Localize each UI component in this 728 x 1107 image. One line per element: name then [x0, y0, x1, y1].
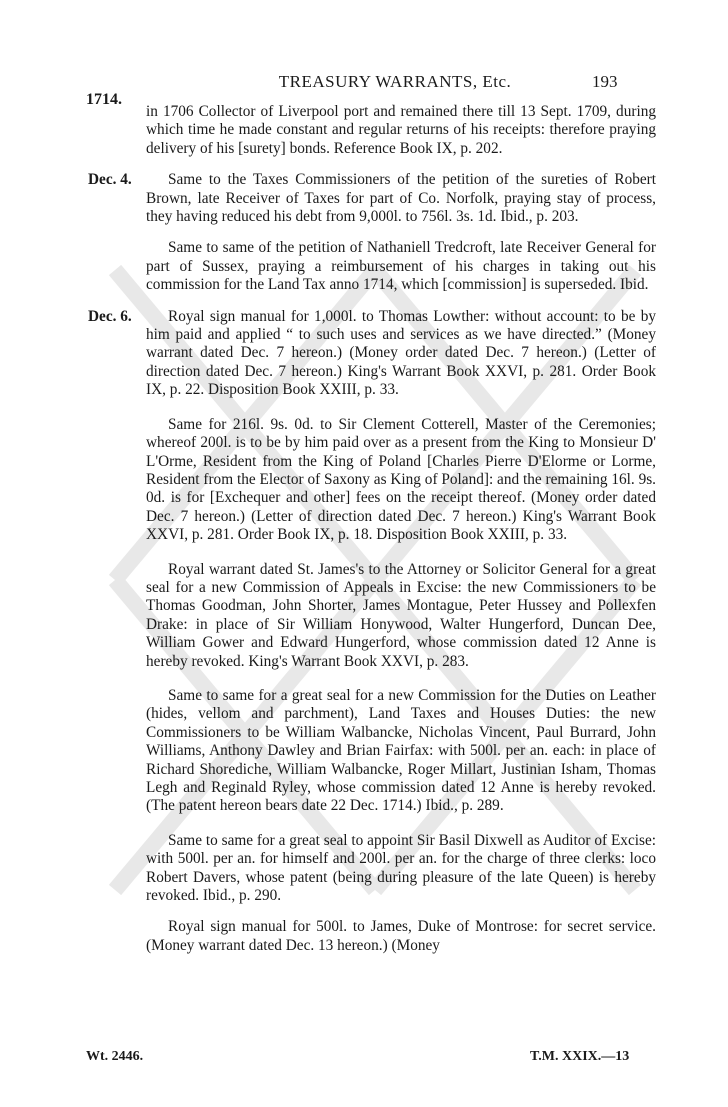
page-body — [88, 103, 656, 955]
entry — [146, 918, 656, 955]
entry — [146, 416, 656, 545]
entry-text: Same for 216l. 9s. 0d. to Sir Clement Cotterell, Master of the Ceremonies; whereof 200l. is to be by him paid over as a present from the King to Monsieur D' L'Orme, Resident from the King of Poland [Charles Pierre D'Elorme or Lorme, Resident from the Elector of Saxony as King of Poland]: and the remaining 16l. 9s. 0d. is for [Exchequer and other] fees on the receipt thereof. (Money order dated Dec. 7 hereon.) (Letter of direction dated Dec. 7 hereon.) King's Warrant Book XXVI, p. 281. Order Book IX, p. 18. Disposition Book XXIII, p. 33. — [146, 415, 656, 544]
footer-left: Wt. 2446. — [86, 1049, 144, 1064]
header-title: TREASURY WARRANTS, Etc. — [278, 72, 512, 91]
entry-text: in 1706 Collector of Liverpool port and remained there till 13 Sept. 1709, during which time he made constant and regular returns of his receipts: therefore praying delivery of his [surety] bonds. Reference Book IX, p. 202. — [146, 103, 656, 157]
entry-text: Same to same for a great seal for a new Commission for the Duties on Leather (hides, vellom and parchment), Land Taxes and Houses Duties: the new Commissioners to be William Walbancke, Nicholas Vincent, Paul Burrard, John Williams, Anthony Dawley and Brian Fairfax: with 500l. per an. each: in place of Richard Shorediche, William Walbancke, Roger Millart, Justinian Isham, Thomas Legh and Reginald Ryley, whose commission dated 12 Anne is hereby revoked. (The patent hereon bears date 22 Dec. 1714.) Ibid., p. 289. — [146, 686, 656, 815]
entry-text: Same to same of the petition of Nathaniell Tredcroft, late Receiver General for part of Sussex, praying a reimbursement of his charges in taking out his commission for the Land Tax anno 1714, which [commission] is superseded. Ibid. — [146, 239, 656, 294]
entry-date: Dec. 6. — [88, 307, 132, 325]
running-header — [0, 66, 728, 106]
entry — [146, 832, 656, 906]
entry — [146, 687, 656, 816]
entry-text: Same to same for a great seal to appoint Sir Basil Dixwell as Auditor of Excise: with 500l. per an. for himself and 200l. per an. for the charge of three clerks: loco Robert Davers, whose patent (being during pleasure of the late Queen) is hereby revoked. Ibid., p. 290. — [146, 831, 656, 905]
entry — [146, 561, 656, 671]
entry — [88, 307, 656, 400]
entry-text: Royal warrant dated St. James's to the Attorney or Solicitor General for a great seal for a new Commission of Appeals in Excise: the new Commissioners to be Thomas Goodman, John Shorter, James Montague, Peter Hussey and Pollexfen Drake: in place of Sir William Honywood, Walter Hungerford, Duncan Dee, William Gower and Edward Hungerford, whose commission dated 12 Anne is hereby revoked. King's Warrant Book XXVI, p. 283. — [146, 560, 656, 670]
entry-continuation — [146, 103, 656, 158]
entry-text: Same to the Taxes Commissioners of the petition of the sureties of Robert Brown, late Receiver of Taxes for part of Co. Norfolk, praying stay of process, they having reduced his debt from 9,000l. to 756l. 3s. 1d. Ibid., p. 203. — [146, 171, 656, 226]
entry-text: Royal sign manual for 1,000l. to Thomas Lowther: without account: to be by him paid and applied “ to such uses and services as we have directed.” (Money warrant dated Dec. 7 hereon.) (Money order dated Dec. 7 hereon.) (Letter of direction dated Dec. 7 hereon.) King's Warrant Book XXVI, p. 281. Order Book IX, p. 22. Disposition Book XXIII, p. 33. — [146, 307, 656, 399]
entry — [88, 171, 656, 226]
page-number: 193 — [592, 72, 618, 91]
entry — [146, 239, 656, 294]
header-year: 1714. — [86, 91, 122, 108]
entry-text: Royal sign manual for 500l. to James, Duke of Montrose: for secret service. (Money warrant dated Dec. 13 hereon.) (Money — [146, 918, 656, 954]
footer-right: T.M. XXIX.—13 — [530, 1049, 630, 1064]
entry-date: Dec. 4. — [88, 171, 132, 189]
